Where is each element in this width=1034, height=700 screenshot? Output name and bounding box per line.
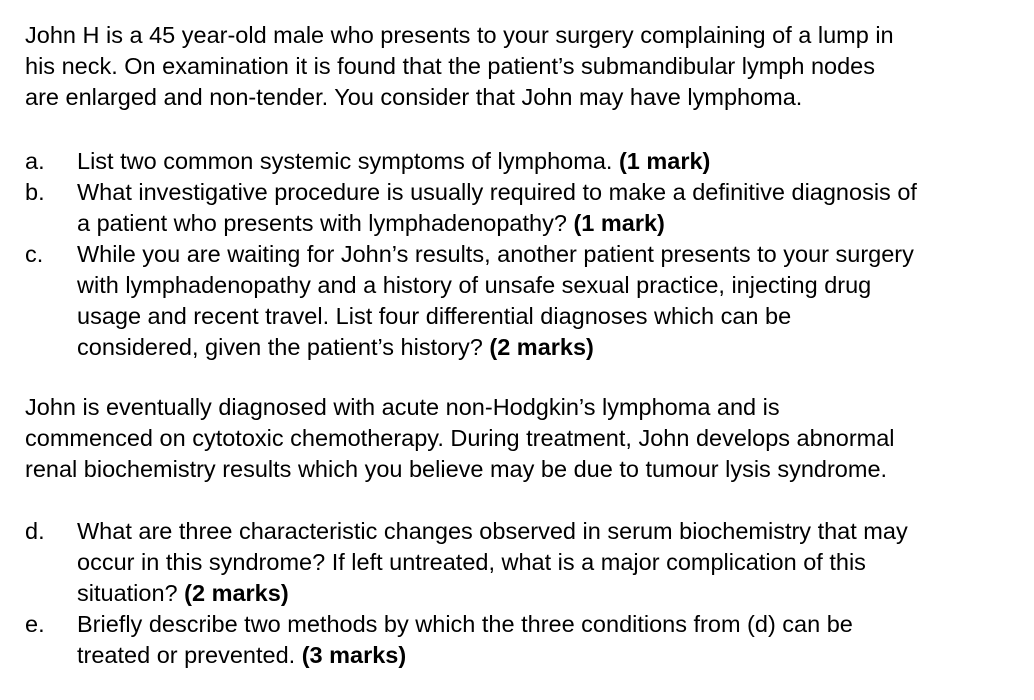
question-text [77,609,1030,671]
intro-line: are enlarged and non-tender. You consider that John may have lymphoma. [25,84,803,110]
question-e [25,609,1030,671]
mark-label: (2 marks) [489,334,594,360]
question-text [77,146,1030,177]
question-letter: a. [25,148,45,174]
question-line: a patient who presents with lymphadenopathy? [77,210,574,236]
question-line: What are three characteristic changes observed in serum biochemistry that may [77,518,908,544]
question-line: Briefly describe two methods by which the three conditions from (d) can be [77,611,853,637]
mark-label: (3 marks) [301,642,407,668]
middle-line: John is eventually diagnosed with acute non-Hodgkin’s lymphoma and is [25,394,780,420]
question-line: treated or prevented. [77,642,302,668]
question-line: considered, given the patient’s history? [77,334,490,360]
question-text [77,177,1030,239]
question-letter: e. [25,611,45,637]
question-letter: d. [25,518,45,544]
question-letter: c. [25,241,44,267]
question-line: What investigative procedure is usually required to make a definitive diagnosis of [77,179,917,205]
middle-line: renal biochemistry results which you believe may be due to tumour lysis syndrome. [25,456,888,482]
question-line: usage and recent travel. List four differential diagnoses which can be [77,303,792,329]
mark-label: (2 marks) [184,580,289,606]
document-page [25,20,1030,671]
question-line: List two common systemic symptoms of lymphoma. [77,148,619,174]
question-d [25,516,1030,609]
question-list-part1 [25,146,1030,363]
middle-paragraph [25,392,1030,485]
question-a [25,146,1030,177]
question-text [77,516,1030,609]
mark-label: (1 mark) [618,148,711,174]
question-c [25,239,1030,363]
question-text [77,239,1030,363]
middle-line: commenced on cytotoxic chemotherapy. During treatment, John develops abnormal [25,425,895,451]
intro-line: John H is a 45 year-old male who presents to your surgery complaining of a lump in [25,22,894,48]
question-line: with lymphadenopathy and a history of unsafe sexual practice, injecting drug [77,272,872,298]
question-line: occur in this syndrome? If left untreated, what is a major complication of this [77,549,866,575]
question-line: situation? [77,580,185,606]
mark-label: (1 mark) [573,210,665,236]
intro-line: his neck. On examination it is found that the patient’s submandibular lymph nodes [25,53,875,79]
question-b [25,177,1030,239]
question-line: While you are waiting for John’s results, another patient presents to your surgery [77,241,914,267]
intro-paragraph [25,20,1030,113]
question-list-part2 [25,516,1030,671]
question-letter: b. [25,179,45,205]
